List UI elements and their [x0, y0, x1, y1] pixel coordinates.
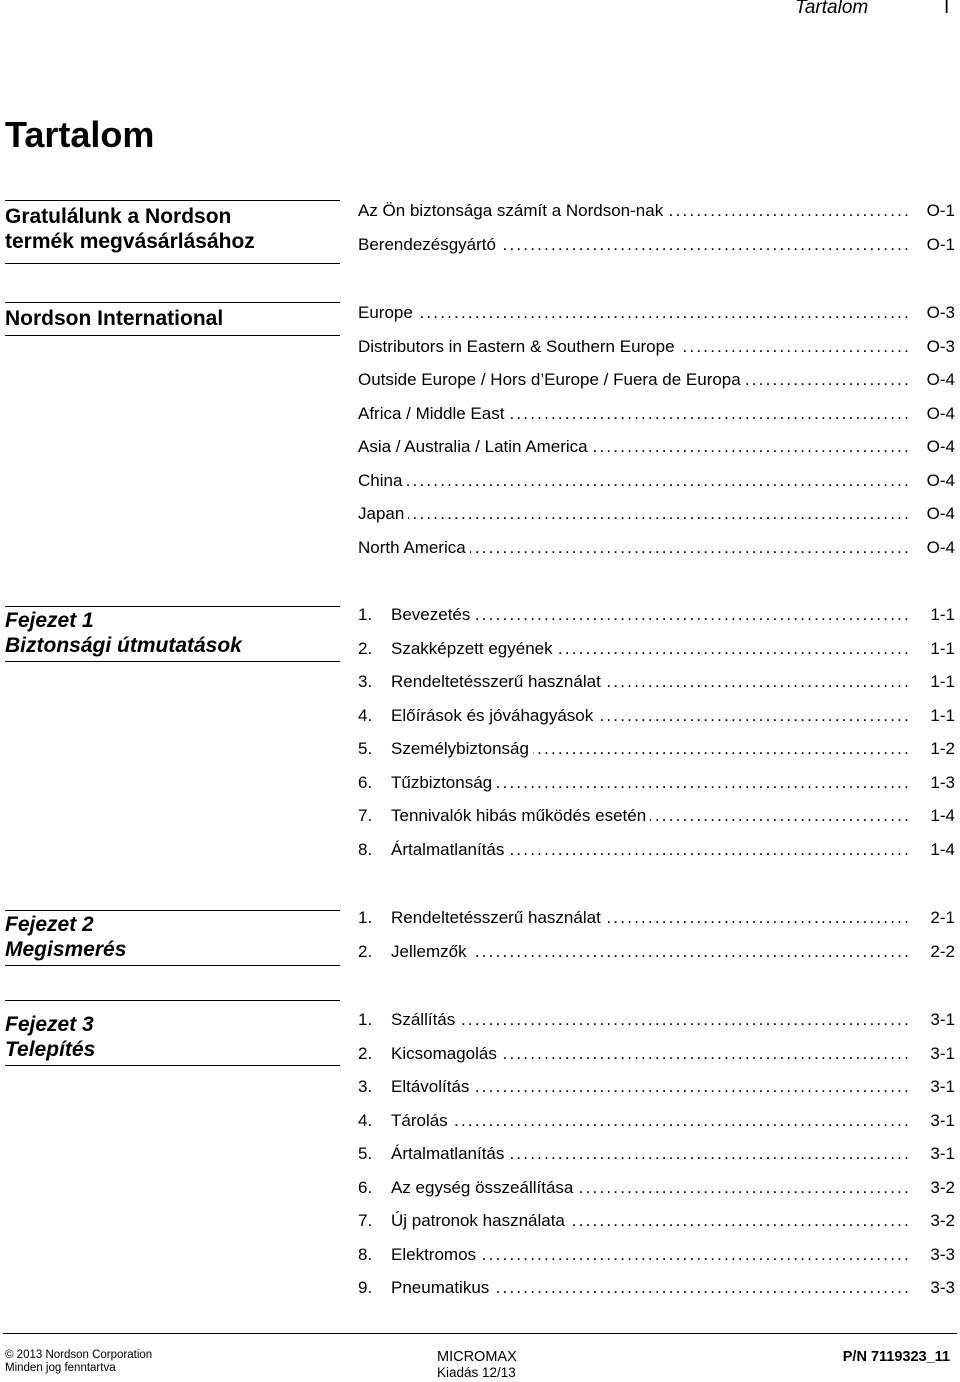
toc-entry-number: 8. [358, 839, 373, 859]
toc-page-number: 3-2 [930, 1211, 955, 1230]
dot-leader [406, 464, 911, 498]
footer-product-block [437, 1349, 517, 1381]
toc-page-number: 3-1 [930, 1110, 955, 1130]
toc-entry-number: 9. [358, 1278, 373, 1297]
dot-leader [533, 732, 911, 766]
toc-entry[interactable] [358, 397, 955, 431]
toc-entry[interactable] [358, 1037, 955, 1071]
footer-product: MICROMAX [437, 1349, 517, 1365]
toc-entry-number: 4. [358, 705, 373, 725]
toc-page-number: 1-1 [930, 605, 955, 624]
dot-leader [667, 194, 911, 228]
toc-page-number: O-4 [926, 504, 955, 523]
footer-copyright: © 2013 Nordson Corporation [5, 1349, 153, 1361]
toc-page-number: 2-1 [930, 908, 955, 927]
toc-entry-number: 3. [358, 1077, 373, 1096]
toc-entry-number: 1. [358, 605, 373, 624]
toc-entry-title: Tennivalók hibás működés esetén [391, 806, 647, 825]
toc-entry-title: Distributors in Eastern & Southern Europe [358, 336, 675, 356]
toc-entry[interactable] [358, 1204, 955, 1238]
toc-entry-list [358, 1003, 955, 1305]
footer-rights: Minden jog fenntartva [5, 1362, 116, 1374]
toc-entry-title: Pneumatikus [391, 1278, 490, 1297]
footer-copyright-block [5, 1349, 152, 1375]
dot-leader [474, 598, 911, 632]
toc-page-number: 3-1 [930, 1144, 955, 1163]
toc-entry-number: 1. [358, 908, 373, 927]
toc-page-number: 1-1 [930, 705, 955, 725]
toc-entry[interactable] [358, 228, 955, 262]
dot-leader [493, 1271, 911, 1305]
section-heading-line: Gratulálunk a Nordson [5, 205, 232, 228]
dot-leader [592, 430, 911, 464]
toc-entry-title: Jellemzők [391, 941, 467, 961]
dot-leader [459, 1003, 911, 1037]
section-heading-line: termék megvásárlásához [5, 230, 255, 253]
section-heading-chapter-2 [5, 910, 340, 966]
toc-entry[interactable] [358, 598, 955, 632]
toc-entry[interactable] [358, 363, 955, 397]
toc-entry[interactable] [358, 1070, 955, 1104]
toc-page-number: O-1 [926, 234, 955, 254]
toc-entry-title: Az egység összeállítása [391, 1177, 574, 1197]
toc-entry-title: Ártalmatlanítás [391, 1144, 505, 1163]
toc-entry[interactable] [358, 766, 955, 800]
toc-page-number: 3-1 [930, 1077, 955, 1096]
toc-entry-title: Eltávolítás [391, 1077, 470, 1096]
toc-entry-title: Elektromos [391, 1244, 477, 1264]
dot-leader [679, 330, 911, 364]
running-header-title: Tartalom [795, 0, 869, 18]
section-heading-line: Biztonsági útmutatások [5, 634, 242, 657]
dot-leader [605, 901, 911, 935]
section-heading-nordson-international [5, 302, 340, 336]
toc-page-number: 2-2 [930, 941, 955, 961]
toc-entry-title: Kicsomagolás [391, 1043, 497, 1063]
toc-entry-number: 6. [358, 1177, 373, 1197]
toc-page-number: 3-1 [930, 1010, 955, 1029]
toc-page-number: O-4 [926, 537, 955, 557]
toc-entry[interactable] [358, 1271, 955, 1305]
toc-entry-title: China [358, 470, 403, 490]
toc-entry-number: 2. [358, 941, 373, 961]
toc-entry-number: 3. [358, 672, 373, 691]
toc-entry-title: Outside Europe / Hors d’Europe / Fuera de Europa [358, 370, 741, 389]
toc-entry-number: 5. [358, 1144, 373, 1163]
toc-page-number: 1-3 [930, 772, 955, 792]
dot-leader [500, 228, 911, 262]
toc-entry-list [358, 194, 955, 261]
dot-leader [569, 1204, 911, 1238]
toc-entry-number: 4. [358, 1110, 373, 1130]
toc-entry[interactable] [358, 1137, 955, 1171]
toc-entry-list [358, 598, 955, 866]
toc-entry[interactable] [358, 935, 955, 969]
footer-divider [3, 1333, 957, 1334]
toc-entry-title: Africa / Middle East [358, 403, 505, 423]
toc-entry[interactable] [358, 194, 955, 228]
section-heading-chapter-1 [5, 606, 340, 662]
toc-page-number: 1-1 [930, 672, 955, 691]
dot-leader [508, 1137, 911, 1171]
toc-page-number: 3-2 [930, 1177, 955, 1197]
toc-page-number: 1-4 [930, 806, 955, 825]
toc-entry-number: 7. [358, 806, 373, 825]
toc-entry[interactable] [358, 531, 955, 565]
toc-entry-title: Rendeltetésszerű használat [391, 672, 601, 691]
toc-entry[interactable] [358, 430, 955, 464]
footer-part-number: P/N 7119323_11 [842, 1349, 950, 1365]
dot-leader [577, 1171, 911, 1205]
toc-page-number: O-4 [926, 403, 955, 423]
dot-leader [417, 296, 911, 330]
toc-page-number: 3-3 [930, 1244, 955, 1264]
dot-leader [745, 363, 911, 397]
toc-page-number: 3-3 [930, 1278, 955, 1297]
dot-leader [508, 833, 911, 867]
toc-entry-title: Berendezésgyártó [358, 234, 496, 254]
toc-page-number: O-4 [926, 370, 955, 389]
toc-entry[interactable] [358, 1003, 955, 1037]
dot-leader [408, 497, 911, 531]
section-heading-line: Fejezet 3 [5, 1013, 94, 1036]
toc-entry-title: Előírások és jóváhagyások [391, 705, 594, 725]
toc-page-number: 1-2 [930, 739, 955, 758]
toc-entry[interactable] [358, 665, 955, 699]
toc-entry-number: 2. [358, 1043, 373, 1063]
dot-leader [470, 531, 911, 565]
toc-entry-title: Szakképzett egyének [391, 638, 553, 658]
toc-entry-number: 2. [358, 638, 373, 658]
toc-entry-title: North America [358, 537, 466, 557]
section-heading-line: Telepítés [5, 1038, 96, 1061]
toc-entry[interactable] [358, 799, 955, 833]
toc-entry-title: Japan [358, 504, 405, 523]
section-heading-line: Nordson International [5, 307, 224, 330]
toc-page-number: 1-1 [930, 638, 955, 658]
section-heading-line: Fejezet 2 [5, 913, 94, 936]
toc-entry-number: 6. [358, 772, 373, 792]
dot-leader [650, 799, 911, 833]
toc-entry[interactable] [358, 296, 955, 330]
toc-entry-title: Új patronok használata [391, 1211, 565, 1230]
toc-entry[interactable] [358, 464, 955, 498]
toc-entry-number: 7. [358, 1211, 373, 1230]
toc-entry-title: Asia / Australia / Latin America [358, 437, 588, 456]
dot-leader [597, 699, 911, 733]
toc-entry[interactable] [358, 632, 955, 666]
toc-entry[interactable] [358, 699, 955, 733]
toc-entry-title: Europe [358, 303, 413, 322]
toc-entry[interactable] [358, 732, 955, 766]
toc-page-number: O-1 [926, 201, 955, 220]
toc-entry[interactable] [358, 1171, 955, 1205]
toc-entry-list [358, 901, 955, 968]
dot-leader [605, 665, 911, 699]
toc-entry[interactable] [358, 1238, 955, 1272]
toc-entry-title: Ártalmatlanítás [391, 839, 505, 859]
toc-entry[interactable] [358, 901, 955, 935]
toc-entry-number: 5. [358, 739, 373, 758]
toc-page-number: 1-4 [930, 839, 955, 859]
dot-leader [452, 1104, 911, 1138]
dot-leader [471, 935, 911, 969]
toc-entry-title: Rendeltetésszerű használat [391, 908, 601, 927]
toc-entry-list [358, 296, 955, 564]
toc-page-number: O-3 [926, 336, 955, 356]
toc-entry-title: Bevezetés [391, 605, 471, 624]
toc-entry[interactable] [358, 330, 955, 364]
footer-edition: Kiadás 12/13 [437, 1365, 516, 1380]
page-title: Tartalom [5, 114, 155, 155]
dot-leader [557, 632, 911, 666]
toc-entry[interactable] [358, 497, 955, 531]
toc-page-number: O-4 [926, 470, 955, 490]
section-heading-welcome [5, 200, 340, 264]
toc-entry-title: Az Ön biztonsága számít a Nordson-nak [358, 201, 664, 220]
toc-entry-title: Tárolás [391, 1110, 448, 1130]
dot-leader [508, 397, 911, 431]
toc-page-number: O-4 [926, 437, 955, 456]
toc-entry[interactable] [358, 833, 955, 867]
toc-page-number: O-3 [926, 303, 955, 322]
toc-entry-title: Személybiztonság [391, 739, 529, 758]
section-heading-chapter-3 [5, 1000, 340, 1066]
dot-leader [501, 1037, 911, 1071]
toc-entry-title: Tűzbiztonság [391, 772, 493, 792]
toc-entry[interactable] [358, 1104, 955, 1138]
section-heading-line: Megismerés [5, 938, 127, 961]
section-heading-line: Fejezet 1 [5, 609, 94, 632]
toc-entry-number: 8. [358, 1244, 373, 1264]
dot-leader [473, 1070, 911, 1104]
page-number: I [944, 0, 950, 18]
toc-entry-title: Szállítás [391, 1010, 456, 1029]
dot-leader [496, 766, 911, 800]
dot-leader [480, 1238, 911, 1272]
toc-page-number: 3-1 [930, 1043, 955, 1063]
toc-entry-number: 1. [358, 1010, 373, 1029]
